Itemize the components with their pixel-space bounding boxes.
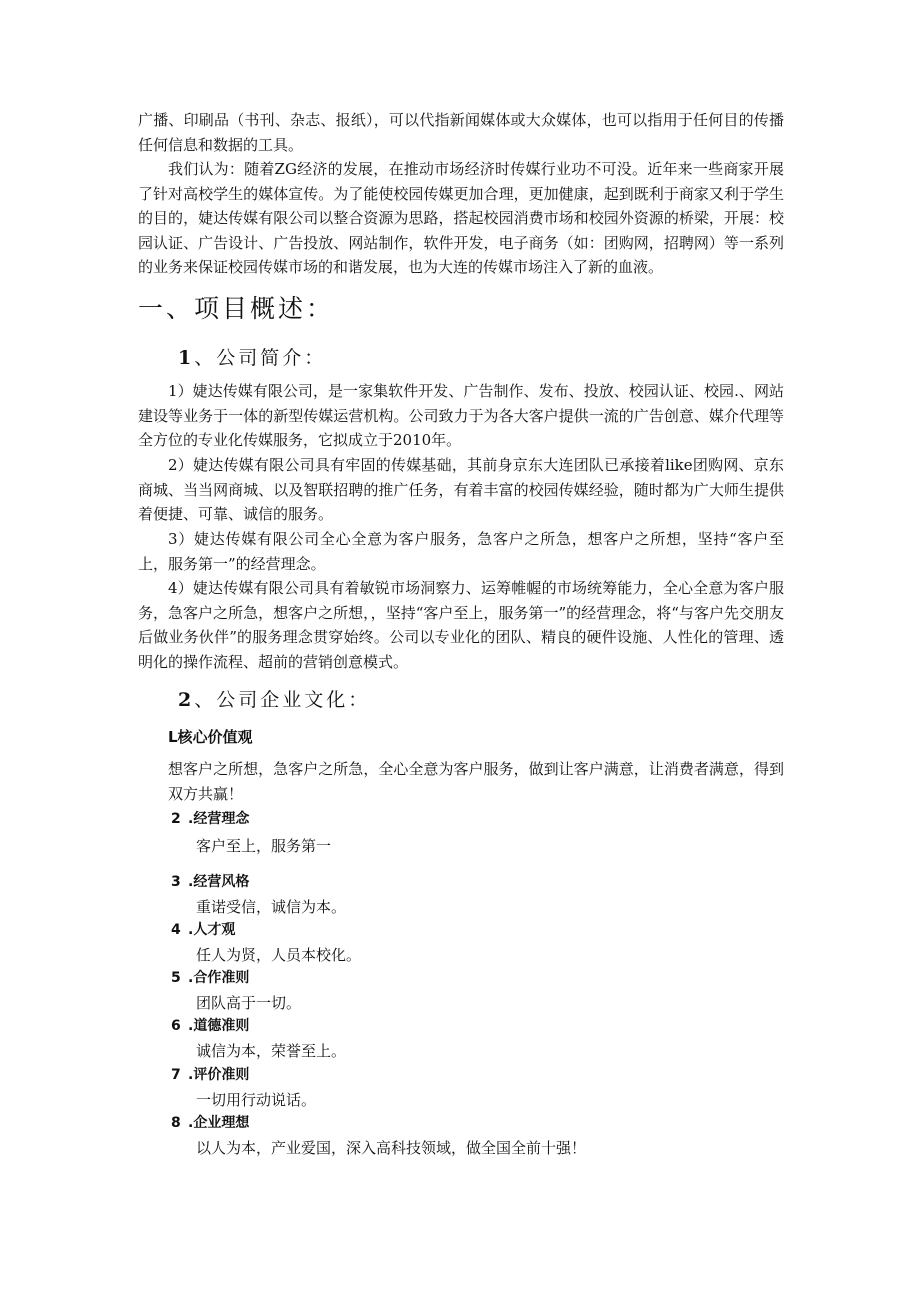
culture-item-number: 6 bbox=[171, 1018, 181, 1034]
culture-item-title: .评价准则 bbox=[188, 1067, 250, 1083]
intro-paragraph-2: 我们认为：随着ZG经济的发展，在推动市场经济时传媒行业功不可没。近年来一些商家开展了针对高校学生的媒体宣传。为了能使校园传媒更加合理，更加健康，起到既利于商家又利于学生的目的，婕达传媒有限公司以整合资源为思路，搭起校园消费市场和校园外资源的桥梁，开展：校园认证、广告设计、广告投放、网站制作，软件开发，电子商务（如：团购网，招聘网）等一系列的业务来保证校园传媒市场的和谐发展，也为大连的传媒市场注入了新的血液。 bbox=[138, 160, 784, 276]
culture-item-body: 一切用行动说话。 bbox=[196, 1091, 317, 1109]
culture-item-number: 7 bbox=[171, 1067, 181, 1083]
culture-item-number: 8 bbox=[171, 1115, 181, 1131]
culture-item-title: .企业理想 bbox=[188, 1115, 250, 1131]
culture-item-number: 3 bbox=[171, 874, 181, 890]
subsection-title-company-intro bbox=[178, 345, 326, 371]
subsection-number: 1 bbox=[178, 347, 195, 369]
subsection-label: 、公司简介： bbox=[194, 347, 327, 369]
company-intro-paragraph-3: 3）婕达传媒有限公司全心全意为客户服务，急客户之所急，想客户之所想，坚持“客户至上，服务第一”的经营理念。 bbox=[138, 530, 784, 573]
culture-item-body: 重诺受信，诚信为本。 bbox=[196, 898, 347, 916]
culture-item-title: .经营理念 bbox=[188, 811, 250, 827]
culture-item-number: 4 bbox=[171, 922, 181, 938]
intro-paragraph-1: 广播、印刷品（书刊、杂志、报纸），可以代指新闻媒体或大众媒体，也可以指用于任何目的传播任何信息和数据的工具。 bbox=[138, 111, 784, 154]
culture-item-title: .道德准则 bbox=[188, 1018, 250, 1034]
core-values-text: 想客户之所想，急客户之所急，全心全意为客户服务，做到让客户满意，让消费者满意，得到双方共赢！ bbox=[168, 760, 784, 803]
culture-item-title: .人才观 bbox=[188, 922, 236, 938]
section-title-overview: 一、项目概述： bbox=[138, 294, 335, 323]
culture-item-number: 2 bbox=[171, 811, 181, 827]
culture-item-body: 任人为贤，人员本校化。 bbox=[196, 946, 362, 964]
company-intro-paragraph-2: 2）婕达传媒有限公司具有牢固的传媒基础，其前身京东大连团队已承接着like团购网、京东商城、当当网商城、以及智联招聘的推广任务，有着丰富的校园传媒经验，随时都为广大师生提供着便捷、可靠、诚信的服务。 bbox=[138, 456, 784, 523]
culture-item-body: 以人为本，产业爱国，深入高科技领域，做全国全前十强！ bbox=[196, 1139, 587, 1157]
culture-item-title: .合作准则 bbox=[188, 970, 250, 986]
company-intro-paragraph-4: 4）婕达传媒有限公司具有着敏锐市场洞察力、运筹帷幄的市场统筹能力，全心全意为客户服务，急客户之所急，想客户之所想，，坚持“客户至上，服务第一”的经营理念，将“与客户先交朋友后做业务伙伴”的服务理念贯穿始终。公司以专业化的团队、精良的硬件设施、人性化的管理、透明化的操作流程、超前的营销创意模式。 bbox=[138, 579, 784, 671]
culture-item-body: 团队高于一切。 bbox=[196, 994, 302, 1012]
core-values-heading: L核心价值观 bbox=[168, 728, 253, 746]
subsection-title-culture bbox=[178, 687, 370, 713]
company-intro-paragraph-1: 1）婕达传媒有限公司，是一家集软件开发、广告制作、发布、投放、校园认证、校园.、网站建设等业务于一体的新型传媒运营机构。公司致力于为各大客户提供一流的广告创意、媒介代理等全方位的专业化传媒服务，它拟成立于2010年。 bbox=[138, 382, 784, 449]
culture-item-title: .经营风格 bbox=[188, 874, 250, 890]
subsection-number: 2 bbox=[178, 689, 195, 711]
culture-item-number: 5 bbox=[171, 970, 181, 986]
culture-item-body: 诚信为本，荣誉至上。 bbox=[196, 1042, 347, 1060]
subsection-label: 、公司企业文化： bbox=[194, 689, 371, 711]
culture-item-body: 客户至上，服务第一 bbox=[196, 837, 332, 855]
core-values-body bbox=[138, 757, 784, 806]
